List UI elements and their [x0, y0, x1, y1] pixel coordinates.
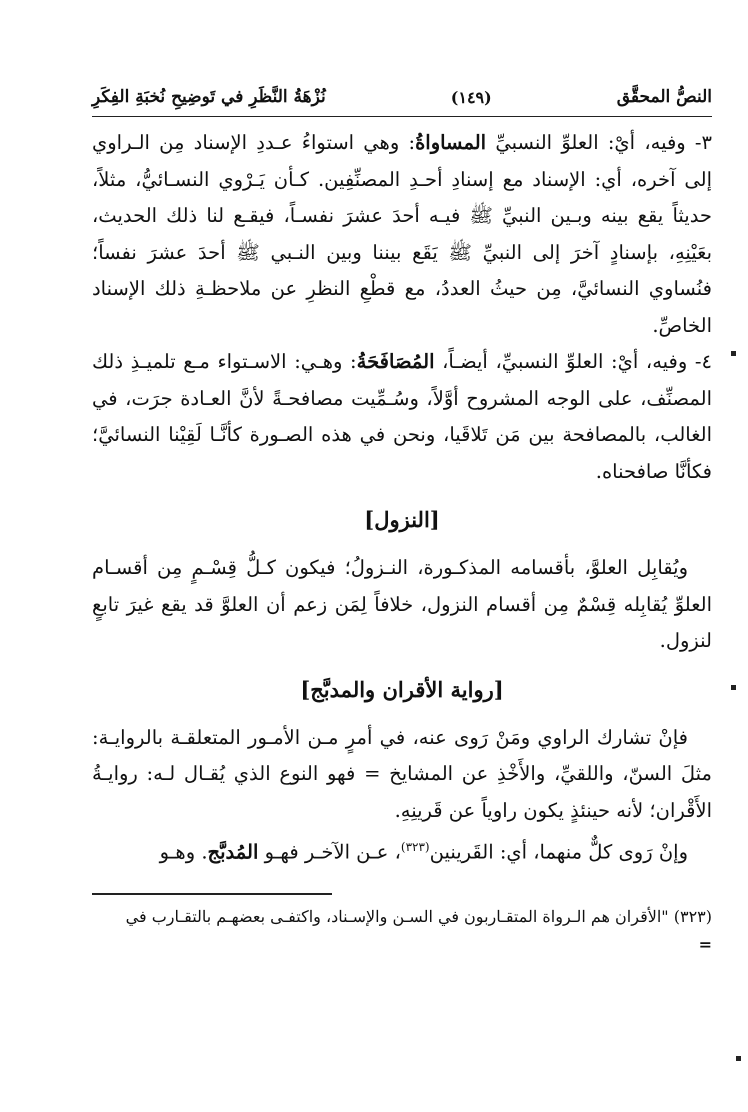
- footnote-separator: [92, 893, 332, 895]
- footnote-continuation: =: [698, 935, 712, 954]
- margin-mark-1: [731, 351, 736, 356]
- book-page: [92, 80, 712, 1112]
- heading-nuzul: [النزول]: [364, 507, 440, 532]
- running-header: [92, 80, 712, 117]
- para3-lead: ٣- وفيه، أيْ: العلوِّ النسبيِّ: [486, 131, 712, 154]
- footnote: [92, 903, 712, 959]
- paragraph-aqran: فإنْ تشارك الراوي ومَنْ رَوى عنه، في أمرٍ مـن الأمـور المتعلقـة بالروايـة: مثلَ السنّ، واللقيِّ، والأَخْذِ عن المشايخ = فهو النوع الذي يُقـال لـه: روايـةُ الأَقْران؛ لأنه حينئذٍ يكون راوياً عن قَرينِهِ.: [92, 725, 712, 822]
- margin-mark-3: [736, 1056, 741, 1061]
- para4-lead: ٤- وفيه، أيْ: العلوِّ النسبيِّ، أيضـاً،: [434, 350, 712, 373]
- mudabbaj-mid: ، عـن الآخـر فهـو: [258, 840, 401, 864]
- page-number: (١٤٩): [450, 87, 492, 107]
- margin-mark-2: [731, 685, 736, 690]
- footnote-ref: (٣٢٣): [400, 840, 430, 854]
- mudabbaj-rest: . وهـو: [159, 840, 208, 864]
- header-right-title: النصُّ المحقَّق: [616, 87, 712, 107]
- footnote-text: (٣٢٣) "الأقران هم الـرواة المتقـاربون في السـن والإسـناد، واكتفـى بعضهـم بالتقـارب في: [125, 907, 712, 926]
- paragraph-mudabbaj: [92, 829, 712, 871]
- term-mudabbaj: المُدبَّج: [207, 840, 259, 864]
- term-musawat: المساواةُ: [415, 131, 487, 154]
- paragraph-musawat: [92, 125, 712, 344]
- main-text: [92, 125, 712, 871]
- heading-aqran: [رواية الأقران والمدبَّج]: [300, 676, 504, 702]
- header-left-title: نُزْهَةُ النَّظَرِ في تَوضِيحِ نُخبَةِ الفِكَرِ: [92, 87, 326, 107]
- mudabbaj-lead: وإنْ رَوى كلٌّ منهما، أي: القَرينين: [429, 840, 688, 864]
- paragraph-nuzul: ويُقابِل العلوَّ، بأقسامه المذكـورة، النـزولُ؛ فيكون كـلُّ قِسْـمٍ مِن أقسـام العلوِّ يُقابِله قِسْمٌ مِن أقسام النزول، خلافاً لِمَن زعم أن العلوَّ قد يقع غيرَ تابعٍ لنزول.: [92, 556, 712, 652]
- para3-rest: : وهي استواءُ عـددِ الإسناد مِن الـراوي إلى آخره، أي: الإسناد مع إسنادِ أحـدِ المصنِّفِين. كـأن يَـرْوي النسـائيُّ، مثلاً، حديثاً يقع بينه وبـين النبيِّ ﷺ فيـه أحدَ عشرَ نفسـاً، فيقـع لنا ذلك الحديث، بعَيْنِهِ، بإسنادٍ آخرَ إلى النبيِّ ﷺ يَقَع بيننا وبين النـبي ﷺ أحدَ عشرَ نفساً؛ فنُساوي النسائيَّ، مِن حيثُ العددُ، مع قطْعِ النظرِ عن ملاحظـةِ ذلك الإسناد الخاصِّ.: [92, 131, 712, 337]
- term-musafaha: المُصَافَحَةُ: [356, 350, 435, 373]
- para4-rest: : وهـي: الاسـتواء مـع تلميـذِ ذلك المصنِّف، على الوجه المشروح أوَّلاً، وسُـمِّيت مصافحـةً لأنَّ العـادة جرَت، في الغالب، بالمصافحة بين مَن تَلاقَيا، ونحن في هذه الصـورة كأنَّـا لَقِيْنا النسائيَّ؛ فكأنَّا صافحناه.: [92, 350, 712, 483]
- paragraph-musafaha: [92, 344, 712, 490]
